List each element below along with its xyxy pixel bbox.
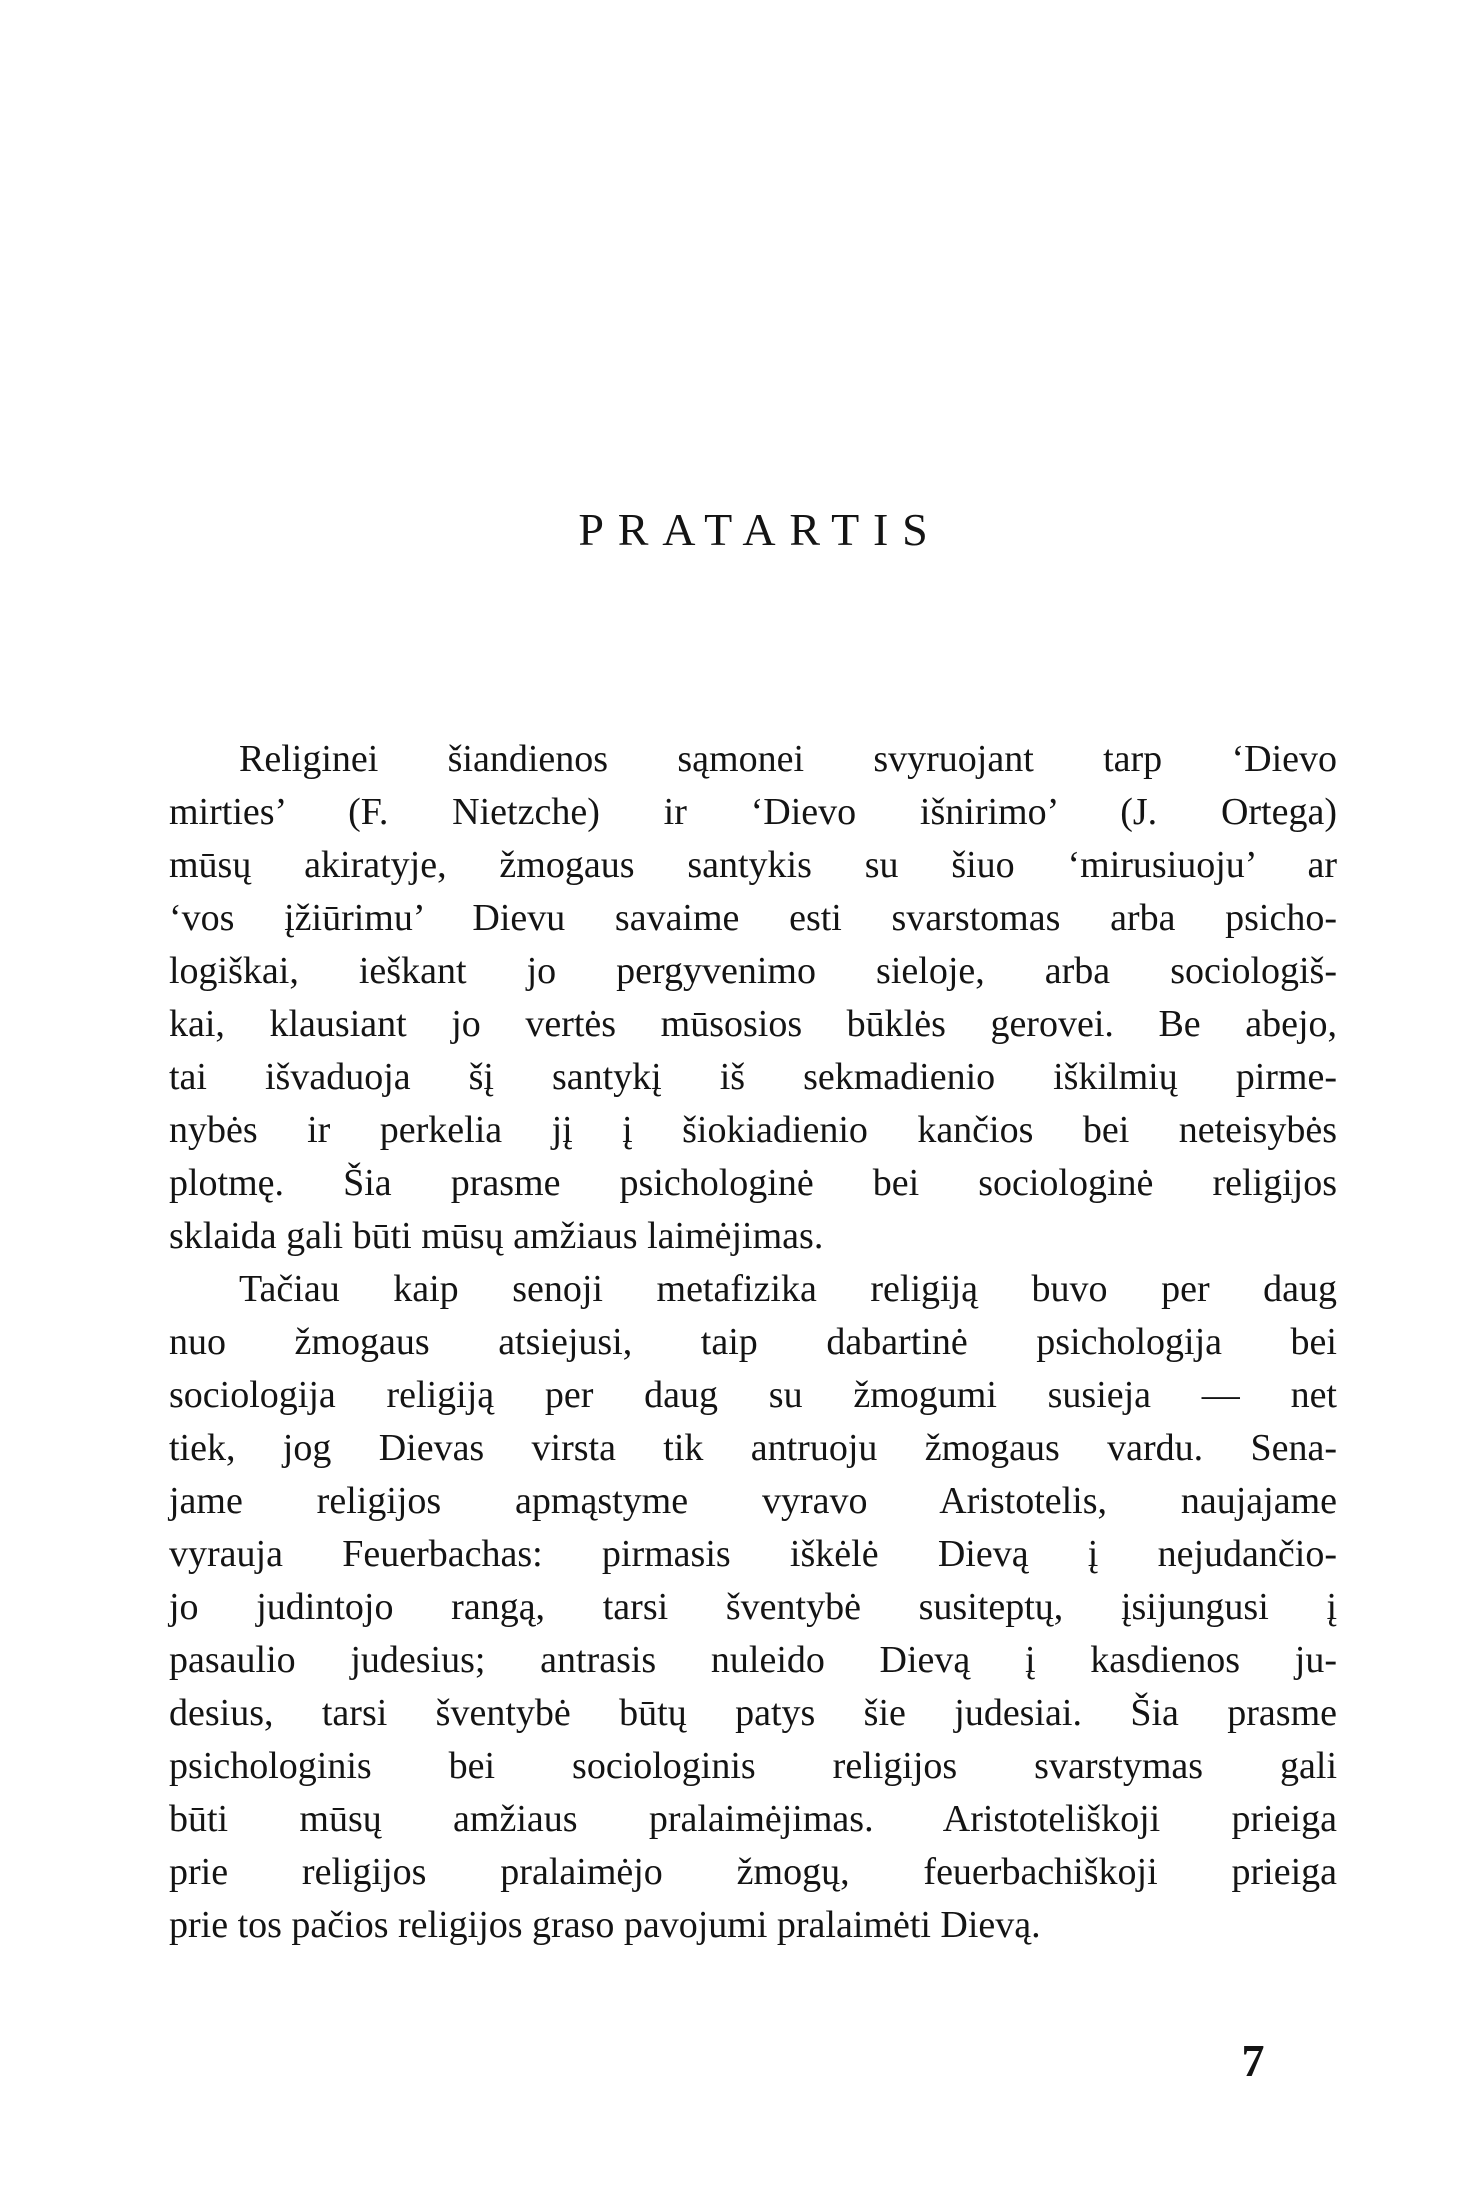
text-block bbox=[169, 733, 1337, 1952]
text-line: logiškai, ieškant jo pergyvenimo sieloje, arba sociologiš- bbox=[169, 950, 1337, 992]
text-line: Religinei šiandienos sąmonei svyruojant tarp ‘Dievo bbox=[239, 738, 1337, 780]
text-line: sociologija religiją per daug su žmogumi susieja — net bbox=[169, 1374, 1337, 1416]
text-line: vyrauja Feuerbachas: pirmasis iškėlė Dievą į nejudančio- bbox=[169, 1533, 1337, 1575]
text-line: jo judintojo rangą, tarsi šventybė susiteptų, įsijungusi į bbox=[169, 1586, 1337, 1628]
text-line: kai, klausiant jo vertės mūsosios būklės gerovei. Be abejo, bbox=[169, 1003, 1337, 1045]
text-line: jame religijos apmąstyme vyravo Aristotelis, naujajame bbox=[169, 1480, 1337, 1522]
text-line: sklaida gali būti mūsų amžiaus laimėjimas. bbox=[169, 1215, 824, 1257]
text-line: mirties’ (F. Nietzche) ir ‘Dievo išnirimo’ (J. Ortega) bbox=[169, 791, 1337, 833]
text-line: tiek, jog Dievas virsta tik antruoju žmogaus vardu. Sena- bbox=[169, 1427, 1337, 1469]
text-line: ‘vos įžiūrimu’ Dievu savaime esti svarstomas arba psicho- bbox=[169, 897, 1337, 939]
paragraph-1 bbox=[169, 733, 1337, 1263]
text-line: desius, tarsi šventybė būtų patys šie judesiai. Šia prasme bbox=[169, 1692, 1337, 1734]
page-number: 7 bbox=[1241, 2035, 1265, 2086]
text-line: Tačiau kaip senoji metafizika religiją buvo per daug bbox=[239, 1268, 1337, 1310]
text-line: prie religijos pralaimėjo žmogų, feuerbachiškoji prieiga bbox=[169, 1851, 1337, 1893]
text-line: prie tos pačios religijos graso pavojumi pralaimėti Dievą. bbox=[169, 1904, 1041, 1946]
paragraph-2 bbox=[169, 1263, 1337, 1952]
text-line: būti mūsų amžiaus pralaimėjimas. Aristoteliškoji prieiga bbox=[169, 1798, 1337, 1840]
page-title: PRATARTIS bbox=[578, 504, 942, 555]
text-line: plotmę. Šia prasme psichologinė bei sociologinė religijos bbox=[169, 1162, 1337, 1204]
text-line: pasaulio judesius; antrasis nuleido Dievą į kasdienos ju- bbox=[169, 1639, 1337, 1681]
text-line: nybės ir perkelia jį į šiokiadienio kančios bei neteisybės bbox=[169, 1109, 1337, 1151]
text-line: tai išvaduoja šį santykį iš sekmadienio iškilmių pirme- bbox=[169, 1056, 1337, 1098]
text-line: nuo žmogaus atsiejusi, taip dabartinė psichologija bei bbox=[169, 1321, 1337, 1363]
text-line: psichologinis bei sociologinis religijos svarstymas gali bbox=[169, 1745, 1337, 1787]
text-line: mūsų akiratyje, žmogaus santykis su šiuo ‘mirusiuoju’ ar bbox=[169, 844, 1337, 886]
